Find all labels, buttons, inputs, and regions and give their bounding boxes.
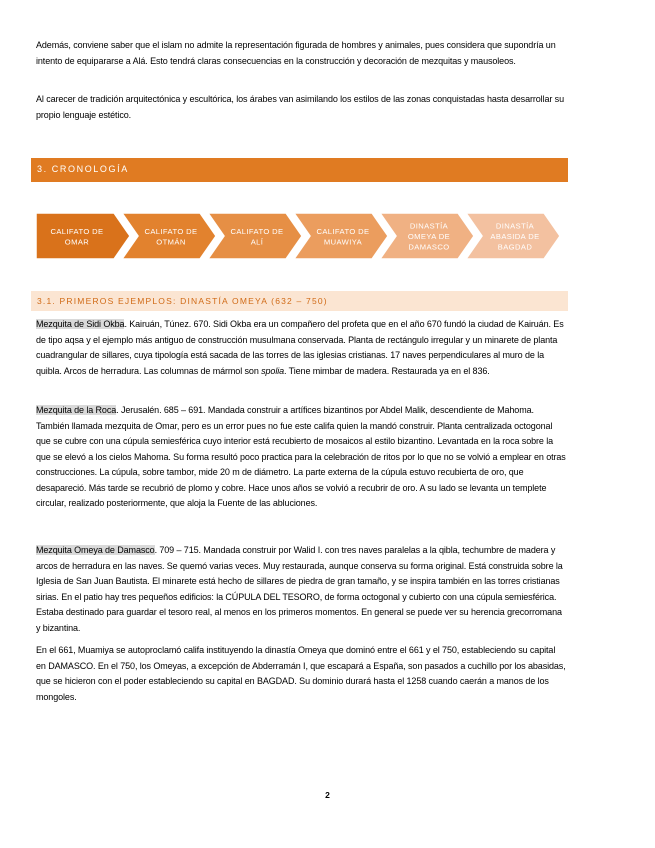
intro-paragraph-2: Al carecer de tradición arquitectónica y escultórica, los árabes van asimilando los estilos de las zonas conquistadas hasta desarrollar su propio lenguaje estético. bbox=[36, 94, 564, 120]
timeline-chevron bbox=[36, 213, 130, 259]
subsection-header-bar bbox=[31, 291, 568, 311]
entry-roca-name: Mezquita de la Roca bbox=[36, 405, 117, 415]
closing-paragraph: En el 661, Muamiya se autoproclamó califa instituyendo la dinastía Omeya que dominó entre el 661 y el 750, estableciendo su capital en DAMASCO. En el 750, los Omeyas, a excepción de Abderramán I, que escapará a España, son pasados a cuchillo por los abasidas, que se hicieron con el poder estableciendo su capital en BAGDAD. Su dominio durará hasta el 1258 cuando caerán a manos de los mongoles. bbox=[36, 645, 566, 702]
timeline-chevron bbox=[294, 213, 388, 259]
timeline-label: CALIFATO DE bbox=[230, 226, 284, 236]
entry-sidi-okba-text: . Kairuán, Túnez. 670. Sidi Okba era un compañero del profeta que en el año 670 fundó la ciudad de Kairuán. Es de tipo aqsa y el ejemplo más antiguo de construcción musulmana conservada. Planta de rectángulo irregular y un minarete de planta cuadrangular de sillares, cuya tipología está sacada de las torres de las iglesias cristianas. 17 naves perpendiculares al muro de la quibla. Arcos de herradura. Las columnas de mármol son bbox=[36, 319, 564, 376]
timeline-label: DAMASCO bbox=[408, 242, 450, 252]
timeline-chevron bbox=[122, 213, 216, 259]
chronology-timeline bbox=[36, 213, 576, 259]
timeline-label: DINASTÍA bbox=[495, 221, 535, 231]
subsection-title: 3.1. PRIMEROS EJEMPLOS: DINASTÍA OMEYA (632 – 750) bbox=[37, 296, 328, 306]
entry-damasco-text: . 709 – 715. Mandada construir por Walid I. con tres naves paralelas a la qibla, techumbre de madera y arcos de herradura en las naves. Se quemó varias veces. Muy restaurada, aunque conserva su forma original. Está construida sobre la Iglesia de San Juan Bautista. El minarete está hecho de sillares de piedra de gran tamaño, y se inspira también en las torres cristianas sirias. En el patio hay tres pequeños edificios: la CÚPULA DEL TESORO, de forma octogonal y cubierto con una cúpula semiesférica. Estaba destinado para guardar el tesoro real, al menos en los primeros momentos. En general se puede ver su herencia grecorromana y bizantina. bbox=[36, 545, 563, 633]
timeline-step-3 bbox=[208, 213, 302, 259]
entry-sidi-okba-text-end: . Tiene mimbar de madera. Restaurada ya en el 836. bbox=[284, 365, 490, 376]
entry-sidi-okba-italic: spolia bbox=[261, 365, 285, 376]
timeline-label: DINASTÍA bbox=[409, 221, 449, 231]
intro-paragraph-1: Además, conviene saber que el islam no admite la representación figurada de hombres y animales, pues considera que supondría un intento de equipararse a Alá. Esto tendrá claras consecuencias en la construcción y decoración de mezquitas y mausoleos. bbox=[36, 40, 556, 66]
entry-sidi-okba-name: Mezquita de Sidi Okba bbox=[36, 319, 125, 329]
timeline-step-4 bbox=[294, 213, 388, 259]
timeline-label: OTMÁN bbox=[156, 237, 186, 247]
section-title: 3. CRONOLOGÍA bbox=[37, 164, 129, 174]
entry-damasco-name: Mezquita Omeya de Damasco bbox=[36, 545, 155, 555]
timeline-label: ALÍ bbox=[250, 237, 264, 247]
timeline-label: ABASIDA DE bbox=[490, 232, 540, 241]
timeline-step-2 bbox=[122, 213, 216, 259]
page-number: 2 bbox=[325, 790, 330, 800]
timeline-chevron bbox=[208, 213, 302, 259]
timeline-label: CALIFATO DE bbox=[316, 226, 370, 236]
timeline-label: OMAR bbox=[64, 237, 90, 247]
entry-sidi-okba bbox=[36, 317, 566, 379]
timeline-label: CALIFATO DE bbox=[144, 226, 198, 236]
timeline-label: BAGDAD bbox=[497, 242, 533, 252]
timeline-step-1 bbox=[36, 213, 130, 259]
timeline-label: OMEYA DE bbox=[407, 232, 451, 241]
timeline-label: CALIFATO DE bbox=[50, 226, 104, 236]
timeline-step-6 bbox=[466, 213, 560, 259]
entry-roca bbox=[36, 403, 566, 512]
section-header-bar bbox=[31, 158, 568, 182]
timeline-step-5 bbox=[380, 213, 474, 259]
entry-roca-text: . Jerusalén. 685 – 691. Mandada construir a artífices bizantinos por Abdel Malik, descendiente de Mahoma. También llamada mezquita de Omar, pero es un error pues no fue este califa quien la mandó construir. Planta centralizada octogonal que se cubre con una cúpula semiesférica cuyo interior está recubierto de mosaicos al estilo bizantino. Levantada en la roca sobre la que se elevó a los cielos Mahoma. Su forma resultó poco practica para la celebración de ritos por lo que no se volvió a emplear en otras construcciones. La cúpula, sobre tambor, mide 20 m de diámetro. La parte externa de la cúpula estuvo recubierta de oro, que desapareció. Más tarde se recubrió de plomo y cobre. Hace unos años se volvió a recubrir de oro. A su lado se levanta un templete circular, realizado posteriormente, que aloja la Fuente de las abluciones. bbox=[36, 405, 566, 508]
timeline-label: MUAWIYA bbox=[323, 237, 363, 247]
entry-damasco bbox=[36, 543, 566, 636]
